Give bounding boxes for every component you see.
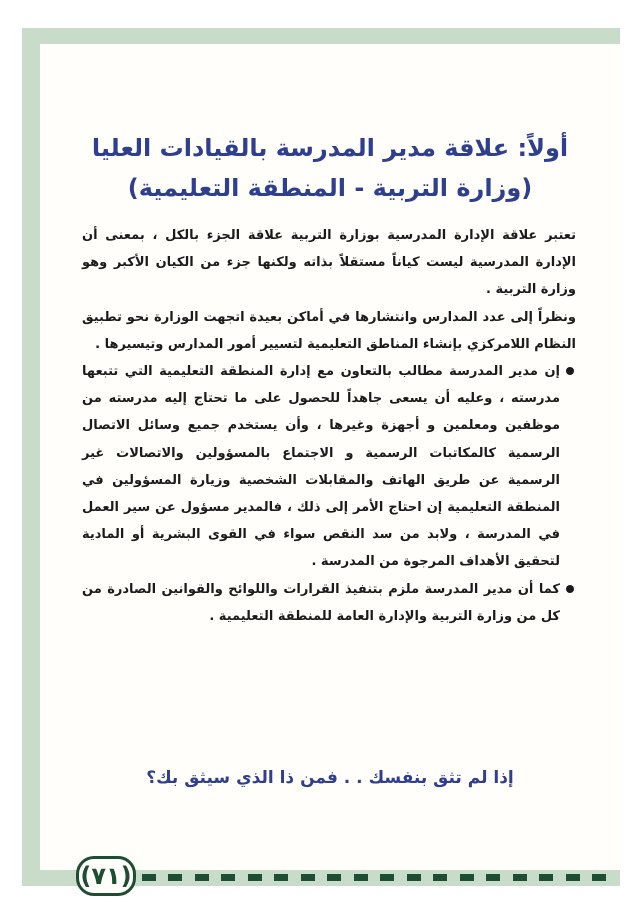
title-line-1: أولاً: علاقة مدير المدرسة بالقيادات العليا (91, 134, 569, 162)
bullet-item-1 (82, 358, 576, 576)
page-frame (22, 28, 620, 890)
footer-dash (460, 874, 474, 881)
bullet-text-2: كما أن مدير المدرسة ملزم بتنفيذ القرارات واللوائح والقوانين الصادرة من كل من وزارة التربية والإدارة العامة للمنطقة التعليمية . (82, 581, 560, 624)
footer-dash (327, 874, 341, 881)
footer-dash (566, 874, 580, 881)
footer-dash (195, 874, 209, 881)
footer-dash (354, 874, 368, 881)
page-paper (40, 44, 620, 890)
section-title (40, 128, 620, 208)
body-text (82, 222, 576, 630)
title-line-2: (وزارة التربية - المنطقة التعليمية) (127, 174, 533, 202)
bullet-dot-icon (566, 367, 574, 375)
closing-quote: إذا لم تثق بنفسك . . فمن ذا الذي سيثق بك؟ (146, 768, 514, 788)
bullet-item-2 (82, 576, 576, 630)
footer-dash (142, 874, 156, 881)
footer-dash (592, 874, 606, 881)
footer-dash (407, 874, 421, 881)
footer-dash (301, 874, 315, 881)
footer-dashed-rule (142, 874, 606, 882)
footer-dash (433, 874, 447, 881)
footer-dash (486, 874, 500, 881)
paragraph-1: تعتبر علاقة الإدارة المدرسية بوزارة التربية علاقة الجزء بالكل ، بمعنى أن الإدارة المدرسية ليست كياناً مستقلاً بذاته ولكنها جزء من الكيان الأكبر وهو وزارة التربية . (82, 228, 576, 298)
page-number: (٧١) (76, 856, 136, 896)
footer-dash (168, 874, 182, 881)
footer-dash (221, 874, 235, 881)
footer-dash (248, 874, 262, 881)
footer-dash (380, 874, 394, 881)
paragraph-2: ونظراً إلى عدد المدارس وانتشارها في أماكن بعيدة اتجهت الوزارة نحو تطبيق النظام اللامركزي بإنشاء المناطق التعليمية لتسيير أمور المدارس وتيسيرها . (82, 309, 576, 352)
bullet-text-1: إن مدير المدرسة مطالب بالتعاون مع إدارة المنطقة التعليمية التي تتبعها مدرسته ، وعليه أن يسعى جاهداً للحصول على ما تحتاج إليه مدرسته من موظفين ومعلمين و أجهزة وغيرها ، وأن يستخدم جميع وسائل الاتصال الرسمية كالمكاتبات الرسمية و الاجتماع بالمسؤولين والاتصالات غير الرسمية عن طريق الهاتف والمقابلات الشخصية وزيارة المسؤولين في المنطقة التعليمية إن احتاج الأمر إلى ذلك ، فالمدير مسؤول عن سير العمل في المدرسة ، ولابد من سد النقص سواء في القوى البشرية أو المادية لتحقيق الأهداف المرجوة من المدرسة . (82, 364, 560, 570)
page-footer (76, 856, 606, 896)
footer-dash (274, 874, 288, 881)
footer-dash (539, 874, 553, 881)
footer-dash (513, 874, 527, 881)
bullet-dot-icon (566, 585, 574, 593)
